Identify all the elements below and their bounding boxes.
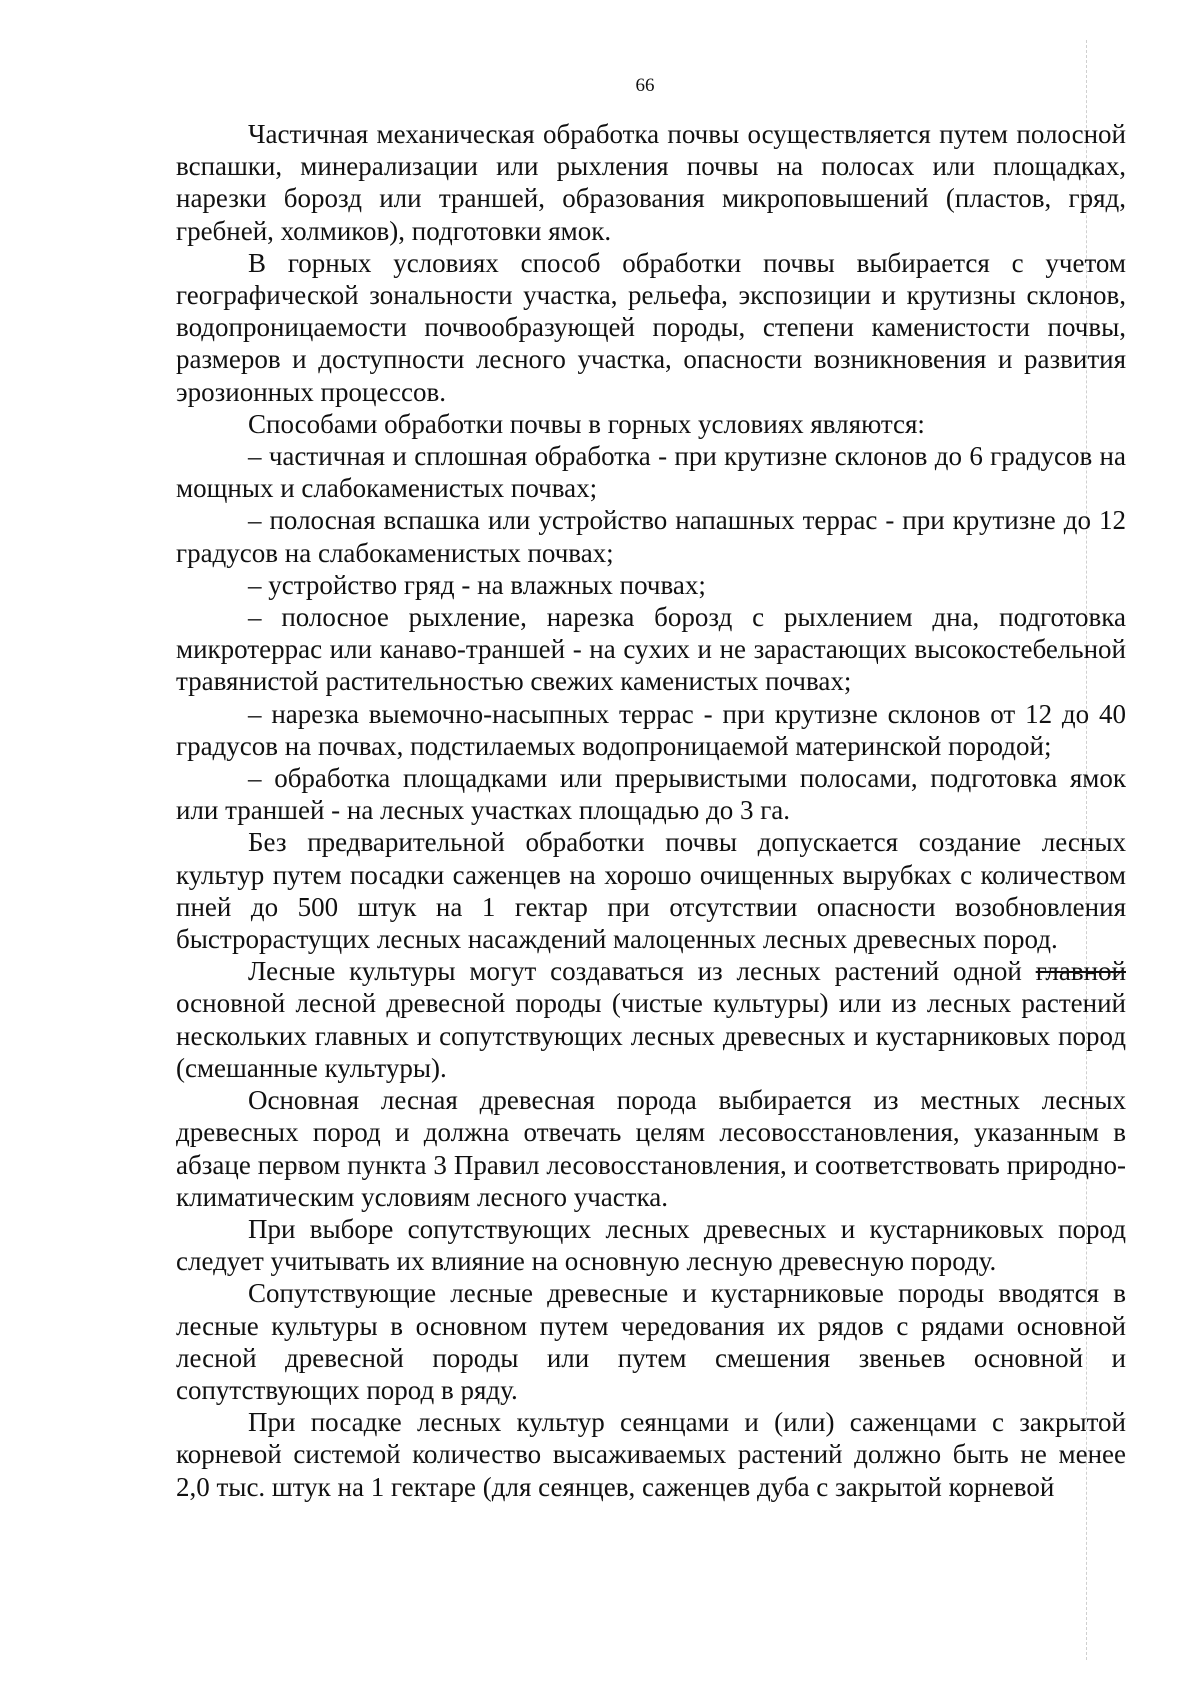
paragraph-accompanying-intro: Сопутствующие лесные древесные и кустарниковые породы вводятся в лесные культуры в основном путем чередования их рядов с рядами основной лесной древесной породы или путем смешения звеньев основной и сопутствующих пород в ряду. [176, 1278, 1126, 1405]
list-item-partial-and-full: – частичная и сплошная обработка - при крутизне склонов до 6 градусов на мощных и слабокаменистых почвах; [176, 441, 1126, 504]
list-item-strip-plowing: – полосная вспашка или устройство напашных террас - при крутизне до 12 градусов на слабокаменистых почвах; [176, 505, 1126, 568]
paragraph-mountain-conditions: В горных условиях способ обработки почвы выбирается с учетом географической зональности участка, рельефа, экспозиции и крутизны склонов, водопроницаемости почвообразующей породы, степени каменистости почвы, размеров и доступности лесного участка, опасности возникновения и развития эрозионных процессов. [176, 247, 1126, 407]
document-body [176, 118, 1126, 1503]
forest-crops-text-end: основной лесной древесной породы (чистые культуры) или из лесных растений нескольких главных и сопутствующих лесных древесных и кустарниковых пород (смешанные культуры). [176, 988, 1126, 1083]
paragraph-accompanying-choice: При выборе сопутствующих лесных древесных и кустарниковых пород следует учитывать их влияние на основную лесную древесную породу. [176, 1213, 1126, 1277]
list-item-strip-loosening: – полосное рыхление, нарезка борозд с рыхлением дна, подготовка микротеррас или канаво-траншей - на сухих и не зарастающих высокостебельной травянистой растительностью свежих каменистых почвах; [176, 602, 1126, 697]
list-item-platforms: – обработка площадками или прерывистыми полосами, подготовка ямок или траншей - на лесных участках площадью до 3 га. [176, 763, 1126, 826]
paragraph-planting-density: При посадке лесных культур сеянцами и (или) саженцами с закрытой корневой системой количество высаживаемых растений должно быть не менее 2,0 тыс. штук на 1 гектаре (для сеянцев, саженцев дуба с закрытой корневой [176, 1407, 1126, 1502]
page-number: 66 [635, 75, 655, 96]
paragraph-forest-crops [176, 955, 1126, 1084]
list-item-ridges: – устройство гряд - на влажных почвах; [248, 569, 706, 600]
paragraph-partial-treatment: Частичная механическая обработка почвы осуществляется путем полосной вспашки, минерализации или рыхления почвы на полосах или площадках, нарезки борозд или траншей, образования микроповышений (пластов, гряд, гребней, холмиков), подготовки ямок. [176, 119, 1126, 246]
forest-crops-text-start: Лесные культуры могут создаваться из лесных растений одной [248, 956, 1036, 987]
struck-word: главной [1035, 956, 1126, 987]
paragraph-without-treatment: Без предварительной обработки почвы допускается создание лесных культур путем посадки саженцев на хорошо очищенных вырубках с количеством пней до 500 штук на 1 гектар при отсутствии опасности возобновления быстрорастущих лесных насаждений малоценных лесных древесных пород. [176, 827, 1126, 955]
paragraph-main-species: Основная лесная древесная порода выбирается из местных лесных древесных пород и должна отвечать целям лесовосстановления, указанным в абзаце первом пункта 3 Правил лесовосстановления, и соответствовать природно-климатическим условиям лесного участка. [176, 1085, 1126, 1212]
list-item-terraces: – нарезка выемочно-насыпных террас - при крутизне склонов от 12 до 40 градусов на почвах, подстилаемых водопроницаемой материнской породой; [176, 698, 1126, 761]
paragraph-methods-heading: Способами обработки почвы в горных условиях являются: [248, 408, 925, 439]
